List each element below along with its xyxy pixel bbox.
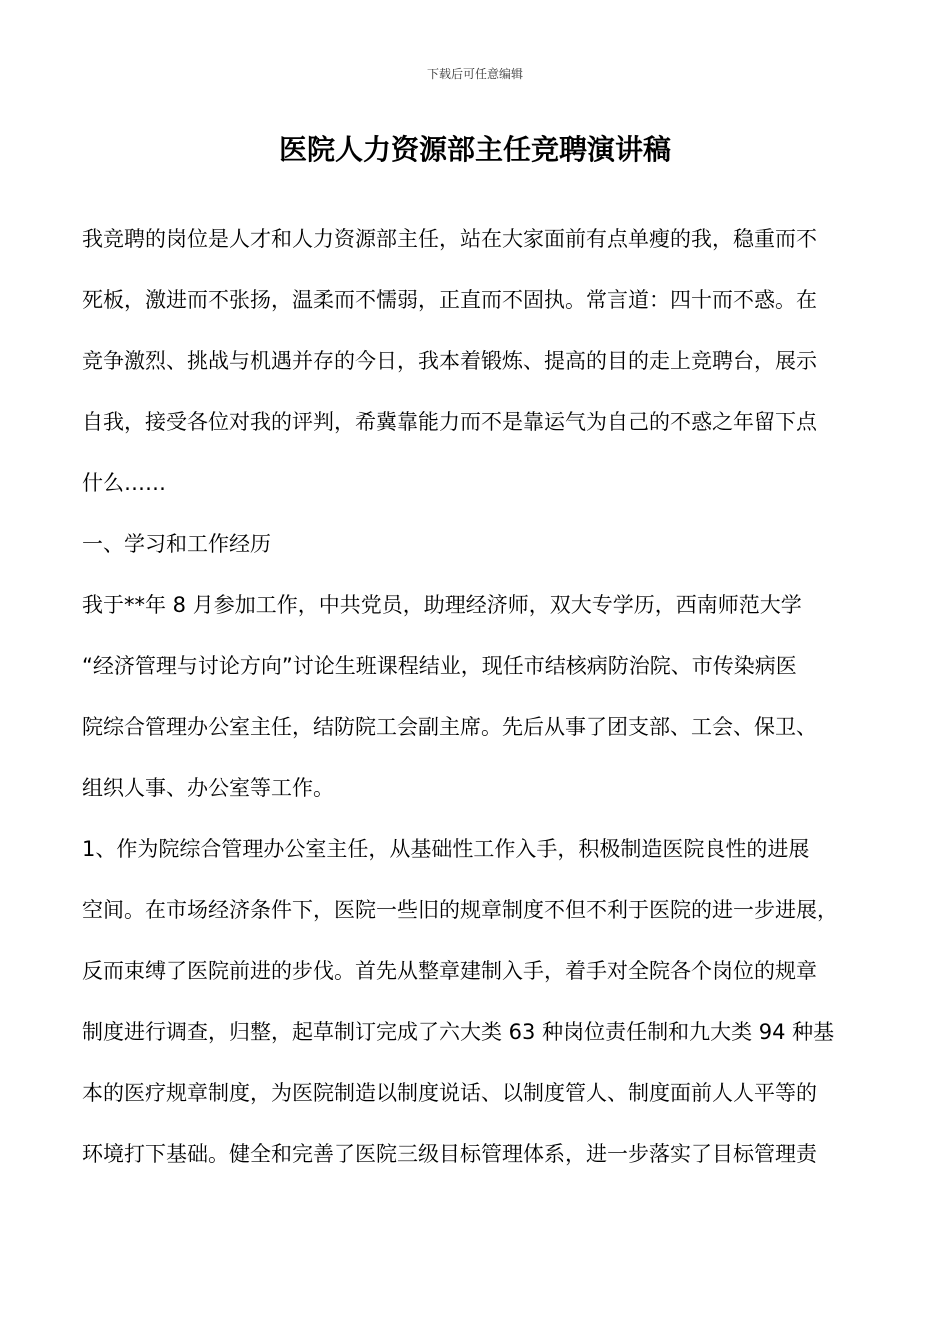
body-line: 院综合管理办公室主任，结防院工会副主席。先后从事了团支部、工会、保卫、	[82, 715, 817, 739]
body-line: 我竞聘的岗位是人才和人力资源部主任，站在大家面前有点单瘦的我，稳重而不	[82, 227, 817, 251]
body-line: 竞争激烈、挑战与机遇并存的今日，我本着锻炼、提高的目的走上竞聘台，展示	[82, 349, 817, 373]
body-line: 本的医疗规章制度，为医院制造以制度说话、以制度管人、制度面前人人平等的	[82, 1081, 817, 1105]
body-line: 死板，激进而不张扬，温柔而不懦弱，正直而不固执。常言道：四十而不惑。在	[82, 288, 817, 312]
body-line: 环境打下基础。健全和完善了医院三级目标管理体系，进一步落实了目标管理责	[82, 1142, 817, 1166]
body-line: 自我，接受各位对我的评判，希冀靠能力而不是靠运气为自己的不惑之年留下点	[82, 410, 817, 434]
body-line: 我于**年 8 月参加工作，中共党员，助理经济师，双大专学历，西南师范大学	[82, 593, 802, 617]
body-line: 制度进行调查，归整，起草制订完成了六大类 63 种岗位责任制和九大类 94 种基	[82, 1020, 835, 1044]
document-body	[82, 209, 872, 1185]
body-line: “经济管理与讨论方向”讨论生班课程结业，现任市结核病防治院、市传染病医	[82, 654, 797, 678]
body-line: 空间。在市场经济条件下，医院一些旧的规章制度不但不利于医院的进一步进展，	[82, 898, 838, 922]
body-line: 反而束缚了医院前进的步伐。首先从整章建制入手，着手对全院各个岗位的规章	[82, 959, 817, 983]
section-heading: 一、学习和工作经历	[82, 532, 271, 556]
body-line: 什么……	[82, 471, 166, 495]
document-title: 医院人力资源部主任竞聘演讲稿	[278, 133, 671, 166]
page-header-note: 下载后可任意编辑	[426, 67, 523, 81]
body-line: 1、作为院综合管理办公室主任，从基础性工作入手，积极制造医院良性的进展	[82, 837, 810, 861]
body-line: 组织人事、办公室等工作。	[82, 776, 334, 800]
